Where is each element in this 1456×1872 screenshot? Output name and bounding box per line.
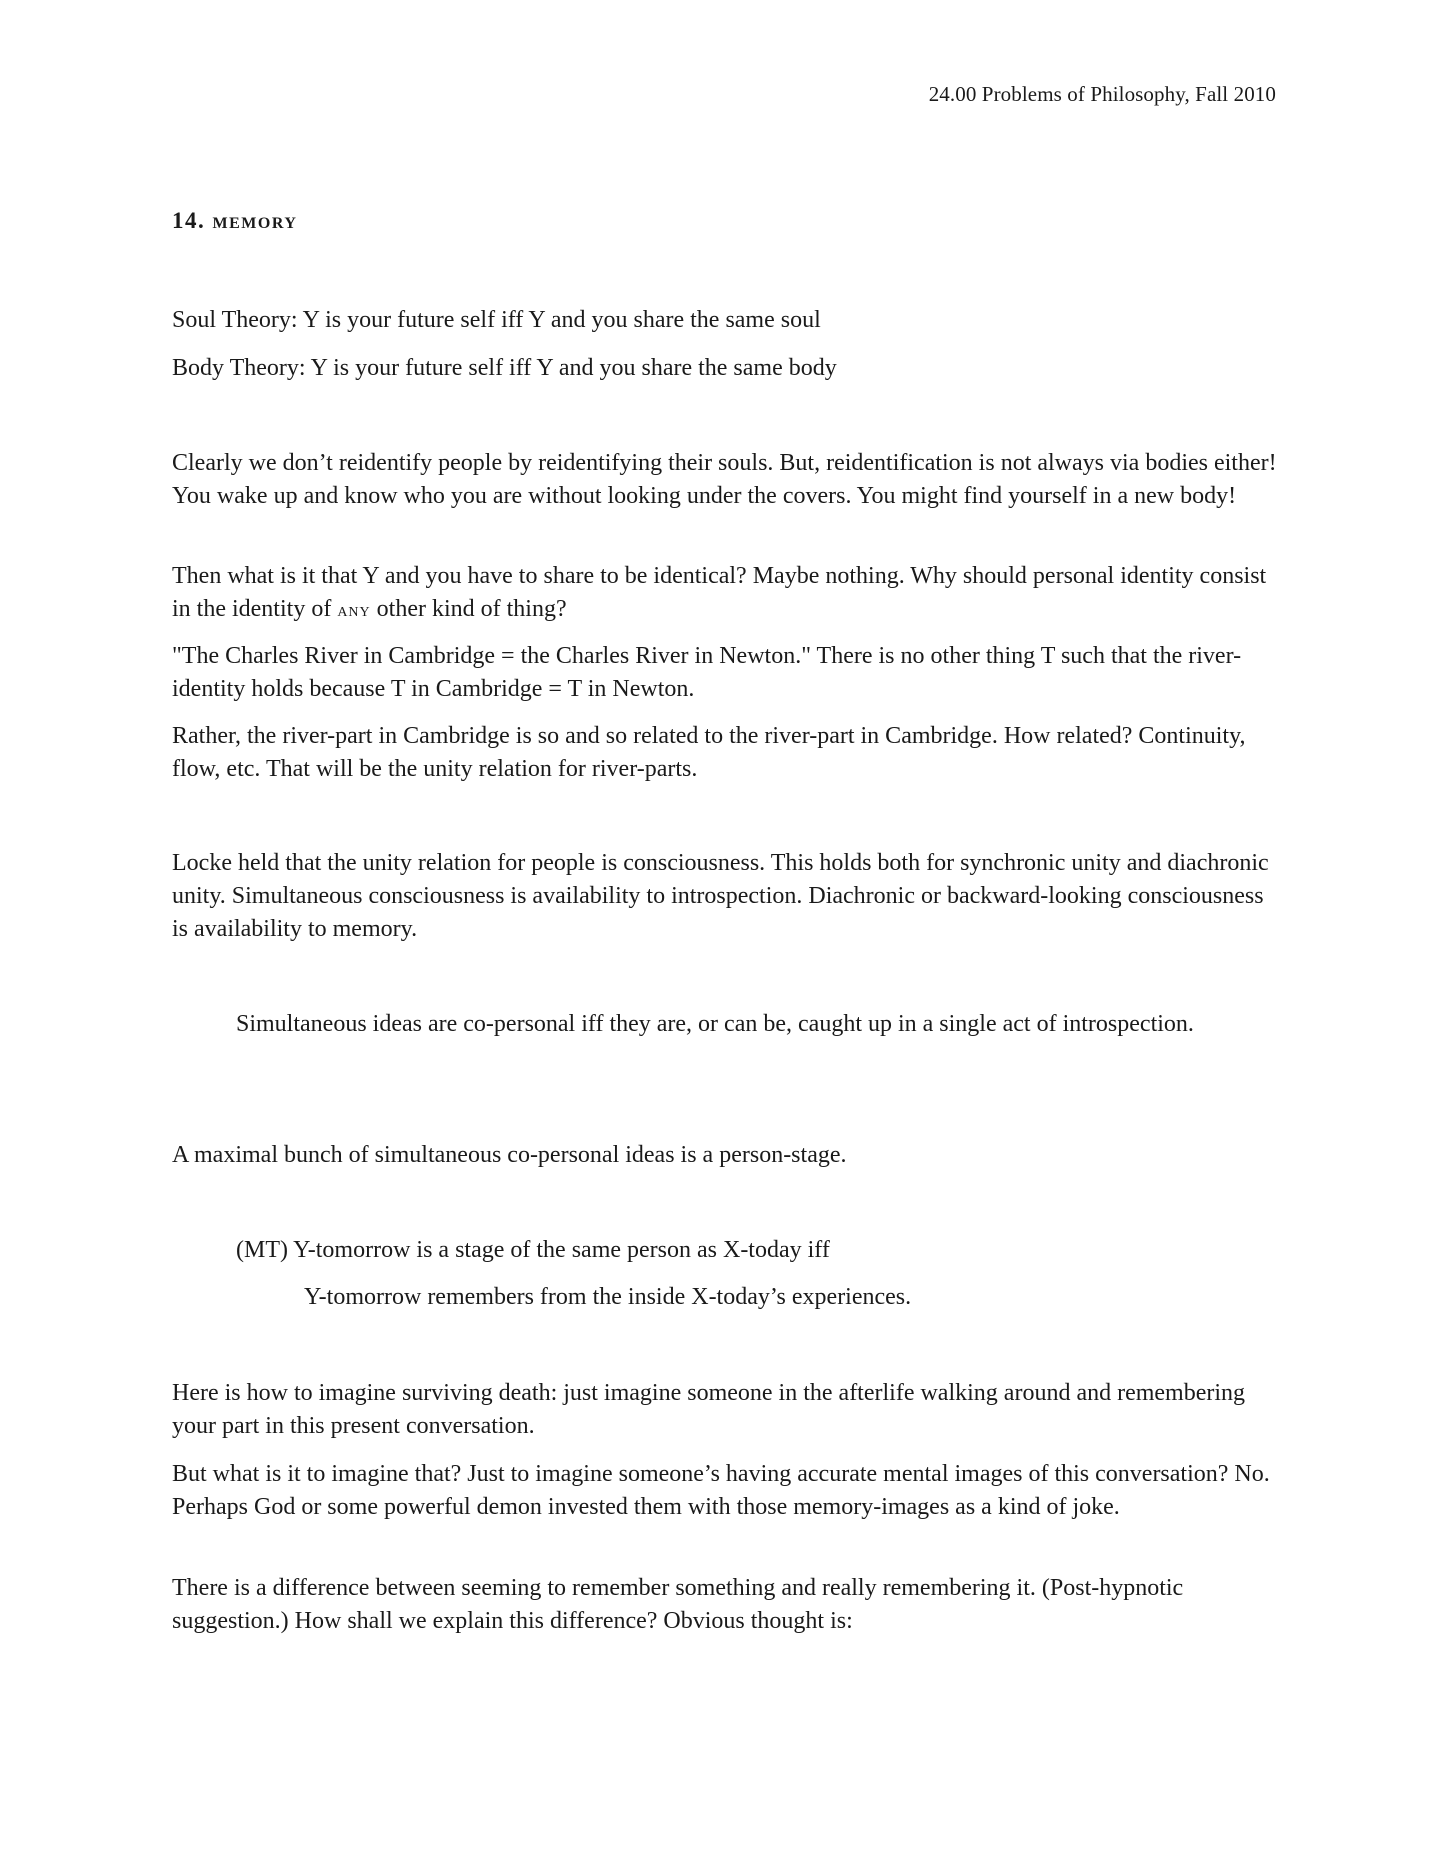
mt-definition: (MT) Y-tomorrow is a stage of the same person as X-today iff bbox=[236, 1237, 830, 1263]
emphasis-any: any bbox=[337, 599, 371, 621]
body-theory: Body Theory: Y is your future self iff Y and you share the same body bbox=[172, 355, 837, 381]
paragraph-surviving-death: Here is how to imagine surviving death: just imagine someone in the afterlife walking around and remembering your part in this present conversation. bbox=[172, 1380, 1246, 1439]
paragraph-imagine-that: But what is it to imagine that? Just to imagine someone’s having accurate mental images of this conversation? No. Perhaps God or some powerful demon invested them with those memory-images as a kind of joke. bbox=[172, 1461, 1270, 1520]
soul-theory: Soul Theory: Y is your future self iff Y and you share the same soul bbox=[172, 307, 821, 333]
mt-definition-continued: Y-tomorrow remembers from the inside X-today’s experiences. bbox=[304, 1284, 912, 1310]
paragraph-seeming-remember: There is a difference between seeming to remember something and really remembering it. (Post-hypnotic suggestion.) How shall we explain this difference? Obvious thought is: bbox=[172, 1575, 1184, 1634]
paragraph-person-stage: A maximal bunch of simultaneous co-personal ideas is a person-stage. bbox=[172, 1142, 847, 1168]
paragraph-what-share-end: other kind of thing? bbox=[370, 596, 567, 622]
paragraph-simultaneous-ideas: Simultaneous ideas are co-personal iff they are, or can be, caught up in a single act of introspection. bbox=[236, 1011, 1194, 1037]
paragraph-charles-river: "The Charles River in Cambridge = the Charles River in Newton." There is no other thing T such that the river-identity holds because T in Cambridge = T in Newton. bbox=[172, 643, 1242, 702]
paragraph-reidentify: Clearly we don’t reidentify people by reidentifying their souls. But, reidentification is not always via bodies either! You wake up and know who you are without looking under the covers. You might find yourself in a new body! bbox=[172, 450, 1277, 509]
section-heading: 14. memory bbox=[172, 208, 298, 233]
running-header: 24.00 Problems of Philosophy, Fall 2010 bbox=[928, 82, 1276, 106]
paragraph-river-part: Rather, the river-part in Cambridge is so and so related to the river-part in Cambridge. How related? Continuity, flow, etc. That will be the unity relation for river-parts. bbox=[172, 723, 1246, 782]
paragraph-what-share bbox=[172, 560, 1282, 627]
paragraph-locke: Locke held that the unity relation for people is consciousness. This holds both for synchronic unity and diachronic unity. Simultaneous consciousness is availability to introspection. Diachronic or backward-looking consciousness is availability to memory. bbox=[172, 850, 1269, 942]
paragraph-what-share-text: Then what is it that Y and you have to share to be identical? Maybe nothing. Why should personal identity consist in the identity of bbox=[172, 563, 1267, 622]
